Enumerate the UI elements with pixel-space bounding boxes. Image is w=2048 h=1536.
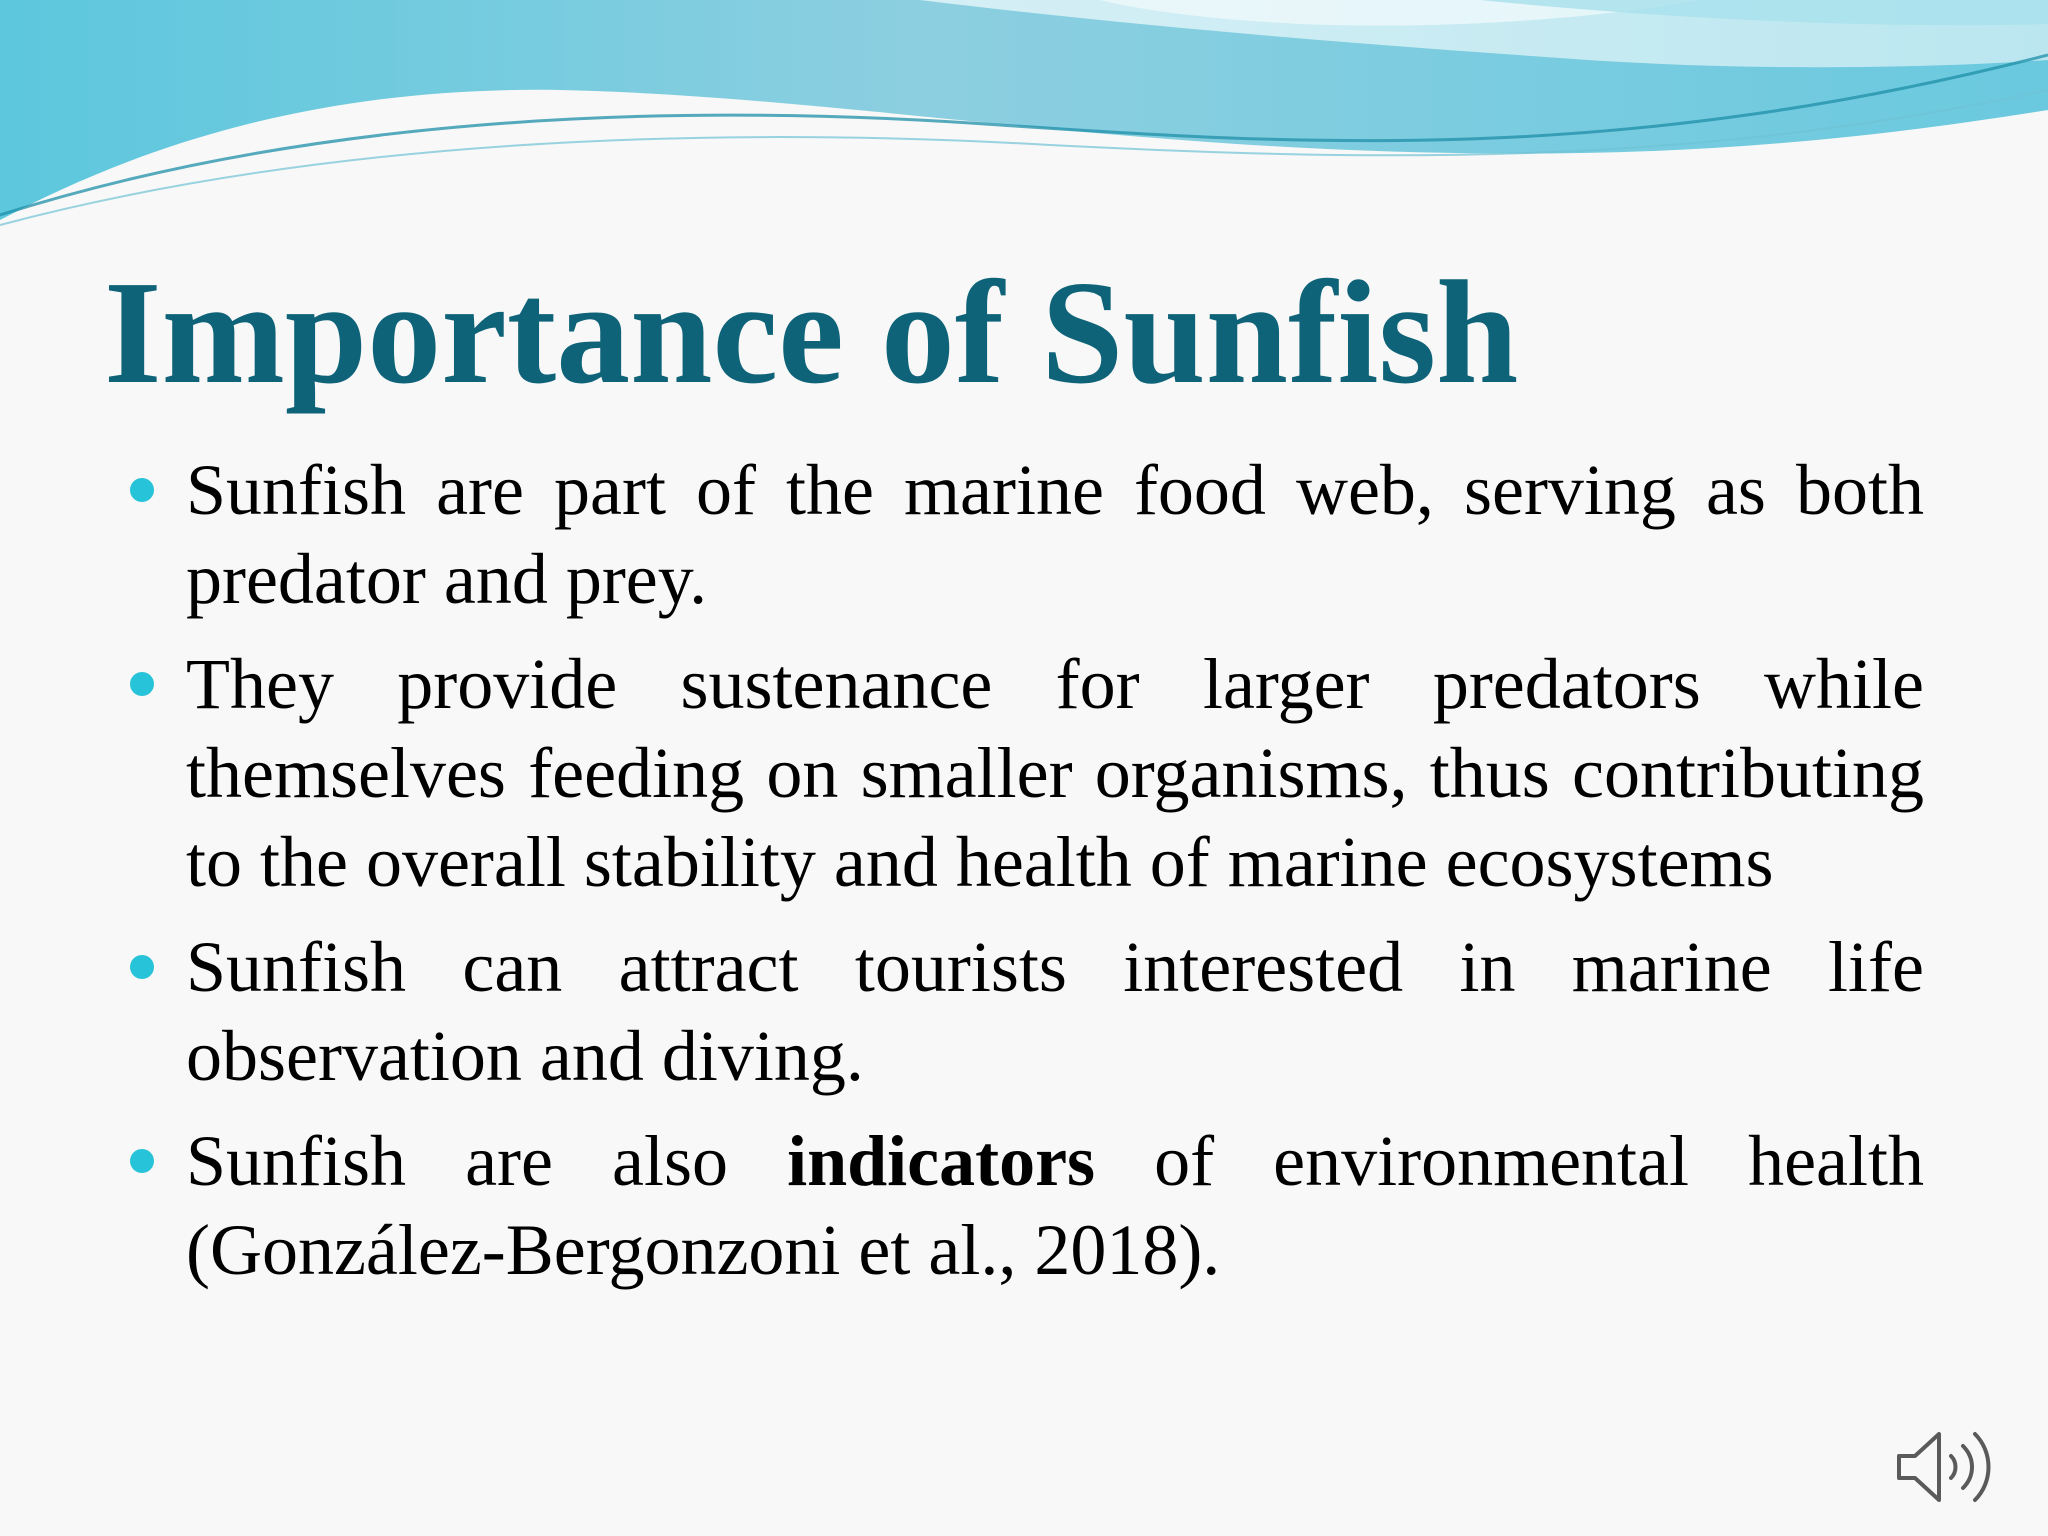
bullet-dot-icon — [130, 672, 154, 696]
bullet-list — [186, 446, 1924, 1311]
bullet-text-after: of environmental health (González-Bergonzoni et al., 2018). — [186, 1121, 1924, 1290]
bullet-dot-icon — [130, 478, 154, 502]
bullet-item-food-web — [186, 446, 1924, 624]
speaker-icon[interactable] — [1895, 1426, 1999, 1508]
top-wave-decoration — [0, 0, 2048, 240]
bullet-item-sustenance — [186, 640, 1924, 907]
bullet-text: Sunfish can attract tourists interested in marine life observation and diving. — [186, 927, 1924, 1096]
bullet-text-bold: indicators — [787, 1121, 1096, 1201]
slide-title: Importance of Sunfish — [104, 251, 1519, 415]
bullet-text-before: Sunfish are also — [186, 1121, 788, 1201]
bullet-text: They provide sustenance for larger predators while themselves feeding on smaller organisms, thus contributing to the overall stability and health of marine ecosystems — [186, 644, 1924, 902]
bullet-dot-icon — [130, 955, 154, 979]
bullet-text: Sunfish are part of the marine food web, serving as both predator and prey. — [186, 450, 1924, 619]
bullet-item-tourism — [186, 923, 1924, 1101]
bullet-item-indicators — [186, 1117, 1924, 1295]
bullet-dot-icon — [130, 1149, 154, 1173]
